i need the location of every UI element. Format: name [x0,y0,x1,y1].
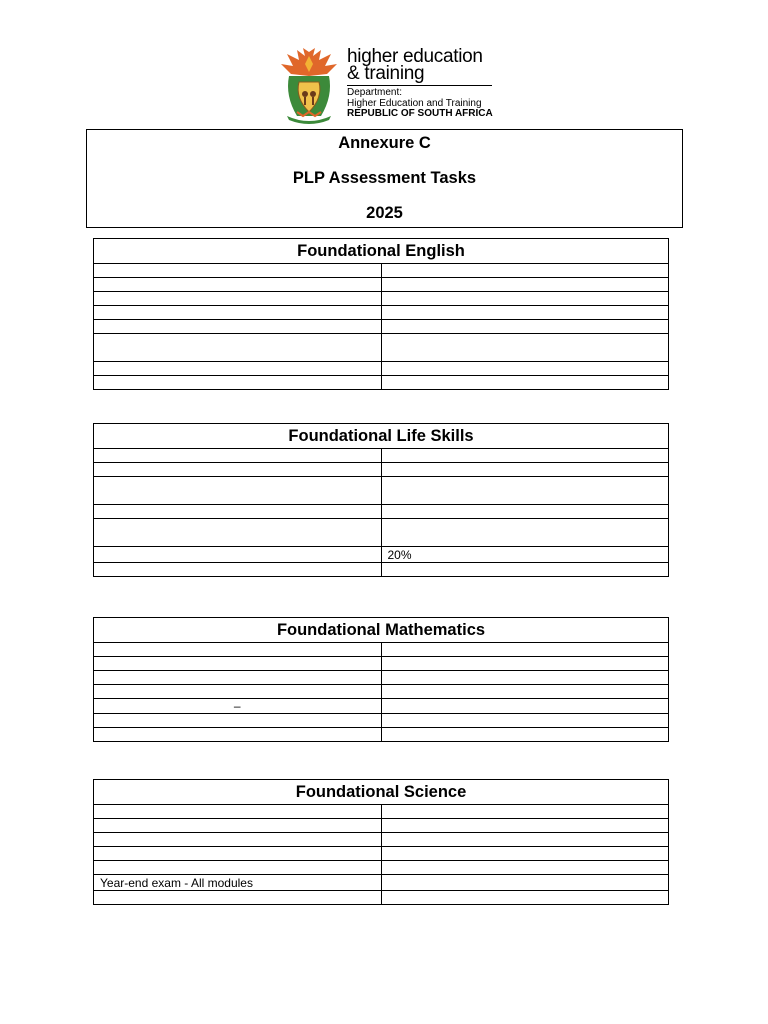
coat-of-arms-icon [275,46,343,126]
table-cell [381,819,669,833]
english-heading: Foundational English [94,239,669,264]
table-cell [381,264,669,278]
logo-department-name: Higher Education and Training [347,98,482,109]
table-cell [381,292,669,306]
mathematics-heading: Foundational Mathematics [94,618,669,643]
weight-cell: 20% [381,547,669,563]
logo-line-1: higher education [347,46,483,67]
table-cell [381,728,669,742]
table-cell [94,861,382,875]
table-cell [381,833,669,847]
table-cell [94,449,382,463]
table-cell [381,643,669,657]
table-cell [94,657,382,671]
table-cell [381,891,669,905]
table-cell [94,334,382,362]
english-table [93,238,669,390]
table-cell [94,505,382,519]
science-table [93,779,669,905]
table-cell [381,563,669,577]
table-cell [381,519,669,547]
dhet-logo [275,46,505,126]
table-cell [94,728,382,742]
table-cell [94,685,382,699]
life-skills-heading: Foundational Life Skills [94,424,669,449]
table-cell [381,306,669,320]
table-cell [94,376,382,390]
table-cell [94,292,382,306]
table-cell [94,278,382,292]
table-cell [381,861,669,875]
annexure-title: Annexure C [338,134,431,152]
table-cell [94,519,382,547]
table-cell [381,699,669,714]
table-cell [94,671,382,685]
exam-cell: Year-end exam - All modules [94,875,382,891]
table-cell [94,547,382,563]
table-cell [381,320,669,334]
table-cell [94,833,382,847]
table-cell [94,264,382,278]
table-cell: – [94,699,382,714]
table-cell [94,805,382,819]
table-cell [94,463,382,477]
year-title: 2025 [366,204,403,222]
table-cell [94,362,382,376]
table-cell [94,714,382,728]
table-cell [381,875,669,891]
life-skills-table [93,423,669,577]
logo-rule [347,85,492,86]
table-cell [94,819,382,833]
table-cell [94,563,382,577]
mathematics-table [93,617,669,742]
table-cell [381,505,669,519]
table-cell [381,671,669,685]
table-cell [381,376,669,390]
table-cell [381,362,669,376]
logo-line-2: & training [347,63,425,84]
table-cell [94,891,382,905]
table-cell [381,657,669,671]
science-heading: Foundational Science [94,780,669,805]
table-cell [381,449,669,463]
document-title: PLP Assessment Tasks [292,169,477,187]
table-cell [94,847,382,861]
table-cell [381,685,669,699]
logo-department-label: Department: [347,87,403,98]
title-box [86,129,683,228]
table-cell [94,477,382,505]
table-cell [381,477,669,505]
table-cell [94,643,382,657]
table-cell [94,320,382,334]
table-cell [381,805,669,819]
table-cell [381,463,669,477]
table-cell [381,714,669,728]
table-cell [94,306,382,320]
table-cell [381,334,669,362]
table-cell [381,278,669,292]
logo-country: REPUBLIC OF SOUTH AFRICA [347,108,493,119]
table-cell [381,847,669,861]
